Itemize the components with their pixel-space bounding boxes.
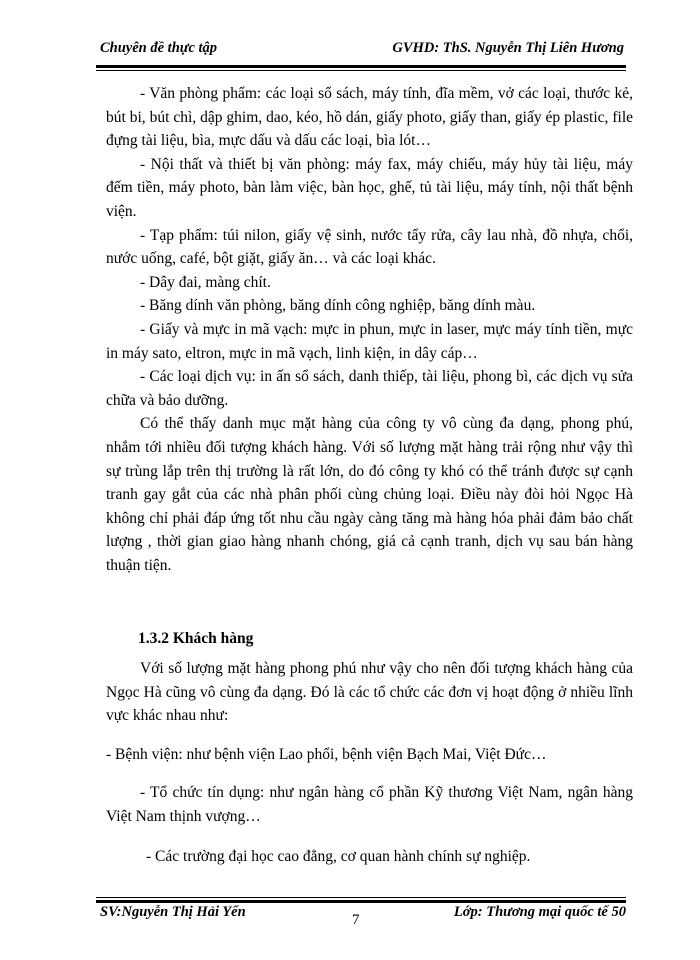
- footer-rule-thick: [96, 900, 626, 903]
- paragraph-straps: - Dây đai, màng chít.: [140, 273, 271, 291]
- body-text: [106, 82, 633, 577]
- paragraph-furniture: - Nội thất và thiết bị văn phòng: máy fax, máy chiếu, máy hủy tài liệu, máy đếm tiền, máy photo, bàn làm việc, bàn học, ghế, tủ tài liệu, máy tính, nội thất bệnh viện.: [106, 155, 633, 220]
- page-footer: [96, 904, 626, 930]
- section-customers: [106, 657, 633, 868]
- footer-rule-thin: [96, 897, 626, 898]
- footer-student: SV:Nguyễn Thị Hải Yến: [100, 904, 246, 920]
- paragraph-tapes: - Băng dính văn phòng, băng dính công nghiệp, băng dính màu.: [140, 297, 536, 315]
- page-header: [96, 36, 624, 64]
- footer-class: Lớp: Thương mại quốc tế 50: [453, 904, 626, 920]
- header-topic: Chuyên đề thực tập: [100, 40, 218, 56]
- section-heading: 1.3.2 Khách hàng: [138, 630, 254, 647]
- paragraph-services: - Các loại dịch vụ: in ấn sổ sách, danh thiếp, tài liệu, phong bì, các dịch vụ sửa chữa và bảo dưỡng.: [106, 368, 633, 409]
- customer-item-hospitals: - Bệnh viện: như bệnh viện Lao phổi, bệnh viện Bạch Mai, Việt Đức…: [106, 745, 547, 763]
- paragraph-office-supplies: - Văn phòng phẩm: các loại sổ sách, máy tính, đĩa mềm, vở các loại, thước kẻ, bút bi, bút chì, dập ghim, dao, kéo, hồ dán, giấy photo, giấy than, giấy ép plastic, file đựng tài liệu, bìa, mực dấu và dấu các loại, bìa lót…: [106, 85, 633, 150]
- header-rule-thin: [96, 70, 626, 71]
- customer-item-universities: - Các trường đại học cao đẳng, cơ quan hành chính sự nghiệp.: [146, 847, 531, 865]
- header-rule-thick: [96, 65, 626, 68]
- customers-intro: Với số lượng mặt hàng phong phú như vậy cho nên đối tượng khách hàng của Ngọc Hà cũng vô cùng đa dạng. Đó là các tổ chức các đơn vị hoạt động ở nhiều lĩnh vực khác nhau như:: [106, 660, 633, 725]
- page-number: 7: [352, 912, 360, 928]
- paragraph-summary: Có thể thấy danh mục mặt hàng của công ty vô cùng đa dạng, phong phú, nhắm tới nhiều đối tượng khách hàng. Với số lượng mặt hàng trải rộng như vậy thì sự trùng lắp trên thị trường là rất lớn, do đó công ty khó có thể tránh được sự cạnh tranh gay gắt của các nhà phân phối cùng chủng loại. Điều này đòi hỏi Ngọc Hà không chỉ phải đáp ứng tốt nhu cầu ngày càng tăng mà hàng hóa phải đảm bảo chất lượng , thời gian giao hàng nhanh chóng, giá cả cạnh tranh, dịch vụ sau bán hàng thuận tiện.: [106, 415, 633, 574]
- paragraph-miscellaneous: - Tạp phẩm: túi nilon, giấy vệ sinh, nước tẩy rửa, cây lau nhà, đồ nhựa, chổi, nước uống, café, bột giặt, giấy ăn… và các loại khác.: [106, 226, 633, 268]
- paragraph-barcode: - Giấy và mực in mã vạch: mực in phun, mực in laser, mực máy tính tiền, mực in máy sato, eltron, mực in mã vạch, linh kiện, in dây cáp…: [106, 320, 633, 362]
- customer-item-credit: - Tổ chức tín dụng: như ngân hàng cổ phần Kỹ thương Việt Nam, ngân hàng Việt Nam thịnh vượng…: [106, 784, 633, 825]
- header-supervisor: GVHD: ThS. Nguyễn Thị Liên Hương: [392, 40, 624, 56]
